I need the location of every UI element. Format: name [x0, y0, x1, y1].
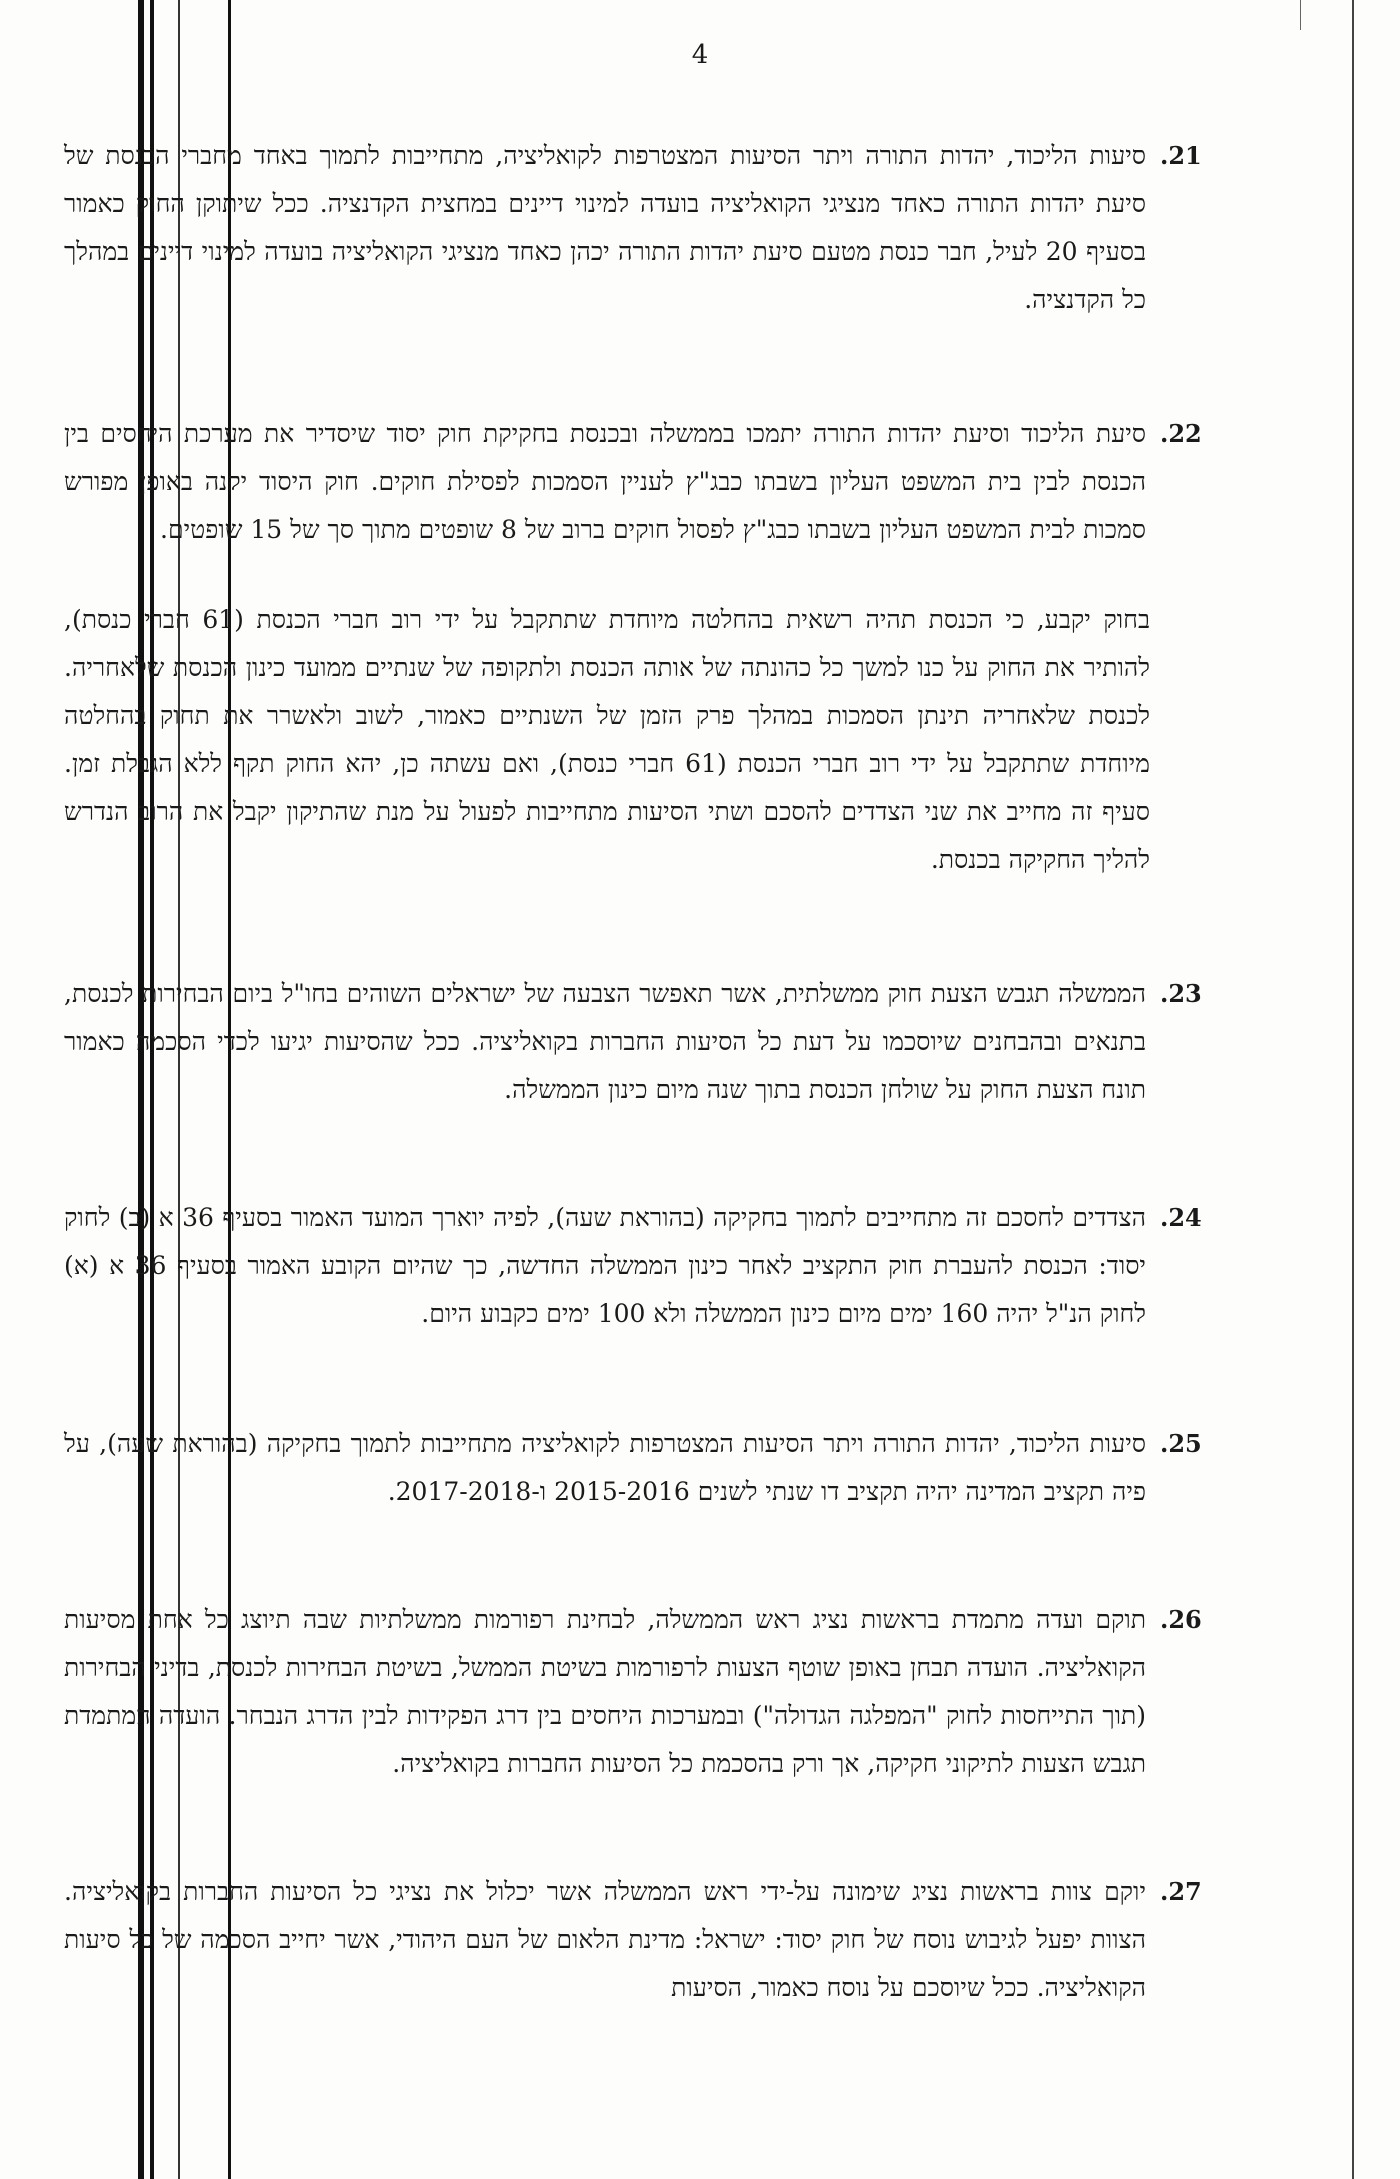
document-body: [64, 120, 1204, 2012]
page-number: 4: [691, 40, 709, 70]
clause-text: בחוק יקבע, כי הכנסת תהיה רשאית בהחלטה מיוחדת שתתקבל על ידי רוב חברי הכנסת (61 חברי כנסת), להותיר את החוק על כנו למשך כל כהונתה של אותה הכנסת ולתקופה של שנתיים ממועד כינון הכנסת שלאחריה. לכנסת שלאחריה תינתן הסמכות במהלך פרק הזמן של השנתיים כאמור, לשוב ולאשרר את תחוק בהחלטה מיוחדת שתתקבל על ידי רוב חברי הכנסת (61 חברי כנסת), ואם עשתה כן, יהא החוק תקף ללא הגבלת זמן. סעיף זה מחייב את שני הצדדים להסכם ושתי הסיעות מתחייבות לפעול על מנת שהתיקון יקבל את הרוב הנדרש להליך החקיקה בכנסת.: [64, 605, 1150, 874]
scan-mark: [1300, 0, 1301, 30]
clause-number: .22: [1160, 419, 1202, 448]
clause-text: תוקם ועדה מתמדת בראשות נציג ראש הממשלה, לבחינת רפורמות ממשלתיות שבה תיוצג כל אחת מסיעות הקואליציה. הועדה תבחן באופן שוטף הצעות לרפורמות בשיטת הממשל, בשיטת הבחירות לכנסת, בדיני הבחירות (תוך התייחסות לחוק "המפלגה הגדולה") ובמערכות היחסים בין דרג הפקידות לבין הדרג הנבחר. הועדה המתמדת תגבש הצעות לתיקוני חקיקה, אך ורק בהסכמת כל הסיעות החברות בקואליציה.: [64, 1605, 1146, 1778]
clause-text: יוקם צוות בראשות נציג שימונה על-ידי ראש הממשלה אשר יכלול את נציגי כל הסיעות החברות בקואליציה. הצוות יפעל לגיבוש נוסח של חוק יסוד: ישראל: מדינת הלאום של העם היהודי, אשר יחייב הסכמה של כל סיעות הקואליציה. ככל שיוסכם על נוסח כאמור, הסיעות: [64, 1877, 1146, 2002]
clause-23: [64, 970, 1204, 1114]
clause-text: סיעות הליכוד, יהדות התורה ויתר הסיעות המצטרפות לקואליציה, מתחייבות לתמוך באחד מחברי הכנסת של סיעת יהדות התורה כאחד מנציגי הקואליציה בועדה למינוי דיינים במחצית הקדנציה. ככל שיתוקן החוק כאמור בסעיף 20 לעיל, חבר כנסת מטעם סיעת יהדות התורה יכהן כאחד מנציגי הקואליציה בועדה למינוי דיינים במהלך כל הקדנציה.: [64, 141, 1146, 314]
clause-text: הצדדים לחסכם זה מתחייבים לתמוך בחקיקה (בהוראת שעה), לפיה יוארך המועד האמור בסעיף 36 א (ב) לחוק יסוד: הכנסת להעברת חוק התקציב לאחר כינון הממשלה החדשה, כך שהיום הקובע האמור בסעיף 36 א (א) לחוק הנ"ל יהיה 160 ימים מיום כינון הממשלה ולא 100 ימים כקבוע היום.: [64, 1203, 1146, 1328]
clause-number: .27: [1160, 1877, 1202, 1906]
clause-number: .23: [1160, 979, 1202, 1008]
clause-number: .25: [1160, 1429, 1202, 1458]
clause-text: סיעת הליכוד וסיעת יהדות התורה יתמכו בממשלה ובכנסת בחקיקת חוק יסוד שיסדיר את מערכת היחסים בין הכנסת לבין בית המשפט העליון בשבתו כבג"ץ לעניין הסמכות לפסילת חוקים. חוק היסוד יקנה באופן מפורש סמכות לבית המשפט העליון בשבתו כבג"ץ לפסול חוקים ברוב של 8 שופטים מתוך סך של 15 שופטים.: [64, 419, 1146, 544]
clause-24: [64, 1194, 1204, 1338]
clause-22-continuation: [64, 596, 1204, 884]
clause-21: [64, 132, 1204, 324]
page-edge-line: [1352, 0, 1354, 2179]
clause-number: .24: [1160, 1203, 1202, 1232]
clause-text: סיעות הליכוד, יהדות התורה ויתר הסיעות המצטרפות לקואליציה מתחייבות לתמוך בחקיקה (בהוראת שעה), על פיה תקציב המדינה יהיה תקציב דו שנתי לשנים 2015-2016 ו-2017-2018.: [64, 1429, 1146, 1506]
clause-number: .21: [1160, 141, 1202, 170]
clause-text: הממשלה תגבש הצעת חוק ממשלתית, אשר תאפשר הצבעה של ישראלים השוהים בחו"ל ביום הבחירות לכנסת, בתנאים ובהבחנים שיוסכמו על דעת כל הסיעות החברות בקואליציה. ככל שהסיעות יגיעו לכדי הסכמה כאמור תונח הצעת החוק על שולחן הכנסת בתוך שנה מיום כינון הממשלה.: [64, 979, 1146, 1104]
clause-25: [64, 1420, 1204, 1516]
clause-27: [64, 1868, 1204, 2012]
clause-number: .26: [1160, 1605, 1202, 1634]
clause-26: [64, 1596, 1204, 1788]
clause-22: [64, 410, 1204, 554]
